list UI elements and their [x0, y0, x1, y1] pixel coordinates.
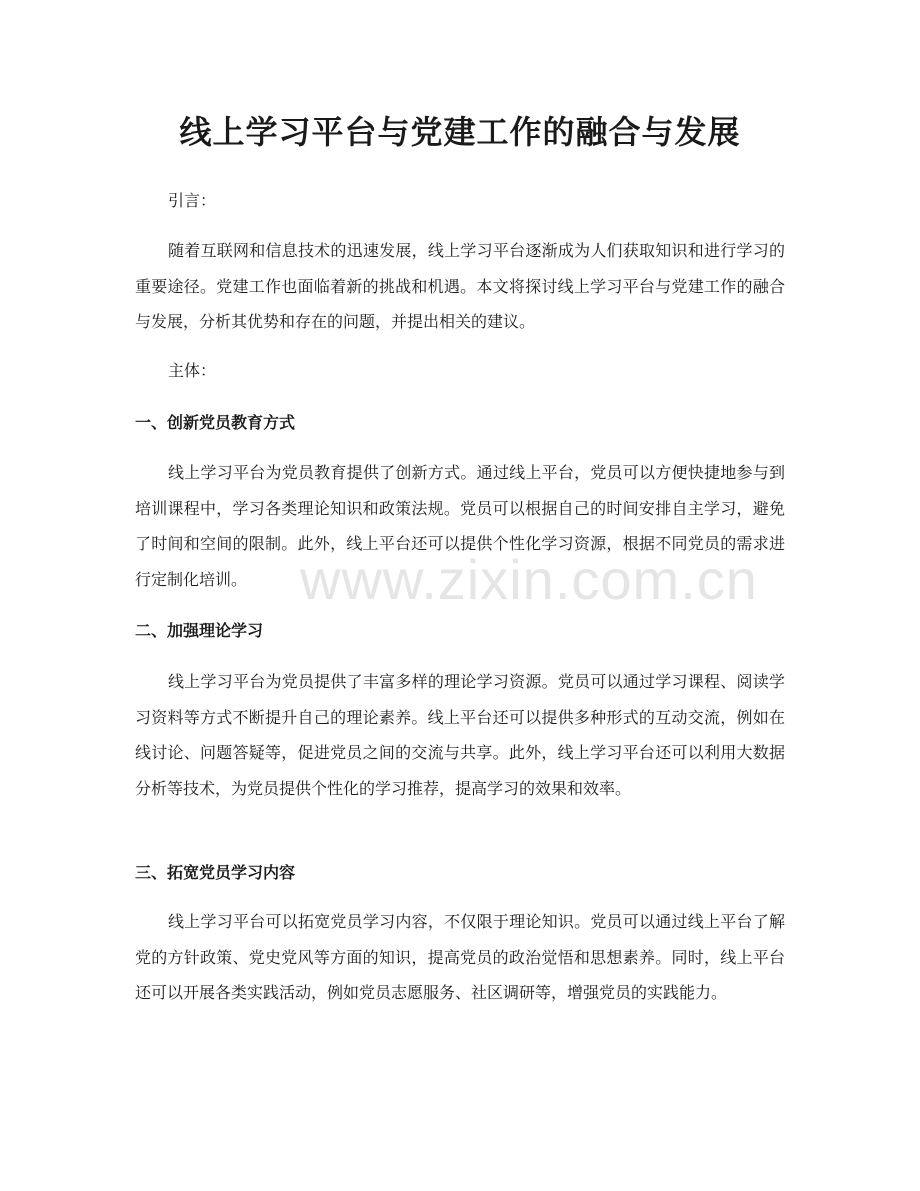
section-paragraph-1: 线上学习平台为党员教育提供了创新方式。通过线上平台，党员可以方便快捷地参与到培训课程中，学习各类理论知识和政策法规。党员可以根据自己的时间安排自主学习，避免了时间和空间的限制。此外，线上平台还可以提供个性化学习资源，根据不同党员的需求进行定制化培训。 — [135, 463, 785, 589]
document-title: 线上学习平台与党建工作的融合与发展 — [179, 113, 741, 151]
section-paragraph-3: 线上学习平台可以拓宽党员学习内容，不仅限于理论知识。党员可以通过线上平台了解党的方针政策、党史党风等方面的知识，提高党员的政治觉悟和思想素养。同时，线上平台还可以开展各类实践活动，例如党员志愿服务、社区调研等，增强党员的实践能力。 — [135, 912, 785, 1002]
section-heading-3: 三、拓宽党员学习内容 — [135, 863, 296, 882]
body-label: 主体： — [168, 361, 217, 380]
watermark: www.zixin.com.cn — [300, 548, 758, 611]
section-heading-2: 二、加强理论学习 — [135, 621, 264, 640]
intro-paragraph: 随着互联网和信息技术的迅速发展，线上学习平台逐渐成为人们获取知识和进行学习的重要途径。党建工作也面临着新的挑战和机遇。本文将探讨线上学习平台与党建工作的融合与发展，分析其优势和存在的问题，并提出相关的建议。 — [135, 241, 785, 331]
section-paragraph-2: 线上学习平台为党员提供了丰富多样的理论学习资源。党员可以通过学习课程、阅读学习资料等方式不断提升自己的理论素养。线上平台还可以提供多种形式的互动交流，例如在线讨论、问题答疑等，促进党员之间的交流与共享。此外，线上学习平台还可以利用大数据分析等技术，为党员提供个性化的学习推荐，提高学习的效果和效率。 — [135, 672, 785, 798]
section-heading-1: 一、创新党员教育方式 — [135, 413, 296, 432]
intro-label: 引言： — [168, 191, 217, 210]
